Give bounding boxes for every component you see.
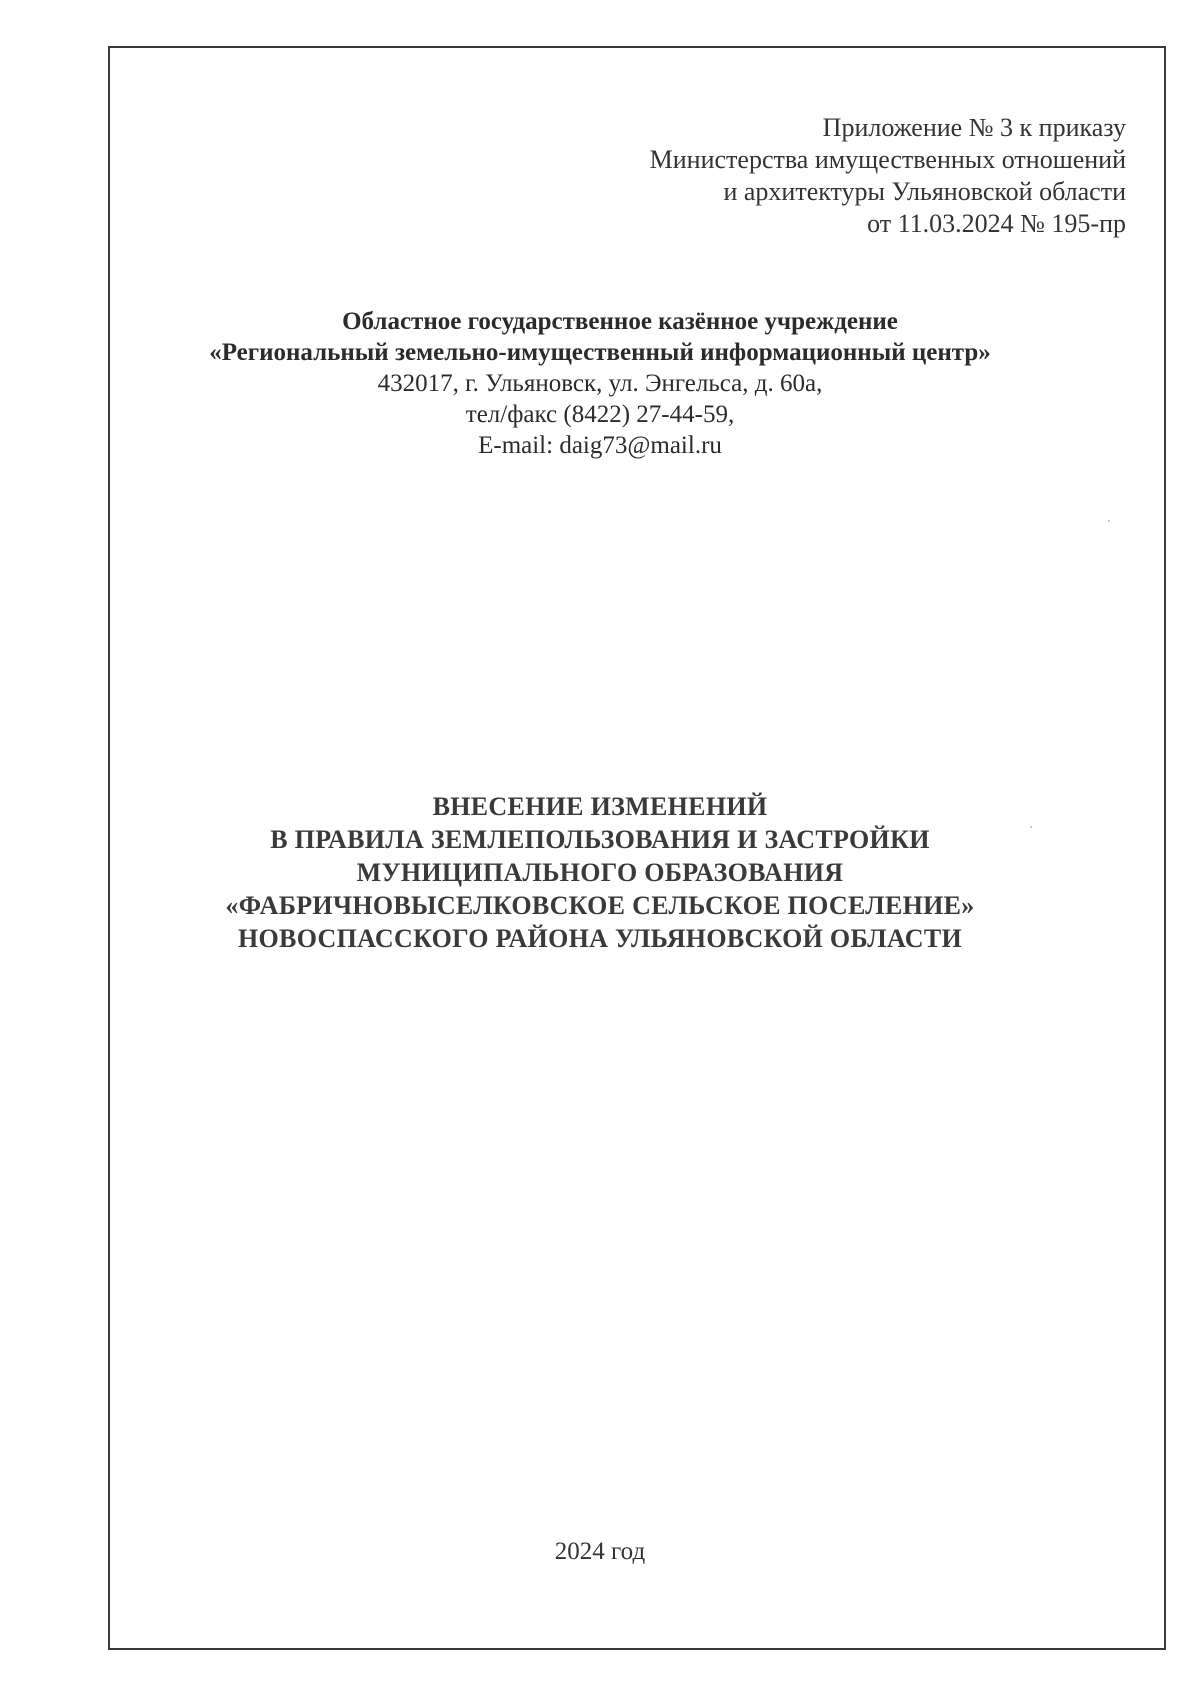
document-title-line: «ФАБРИЧНОВЫСЕЛКОВСКОЕ СЕЛЬСКОЕ ПОСЕЛЕНИЕ» — [225, 891, 975, 920]
organization-header — [0, 306, 1200, 461]
organization-name: «Региональный земельно-имущественный информационный центр» — [209, 339, 991, 366]
approval-note-date-line: от 11.03.2024 № 195-пр — [867, 209, 1126, 238]
document-title-line: МУНИЦИПАЛЬНОГО ОБРАЗОВАНИЯ — [356, 858, 844, 887]
document-title-line: НОВОСПАССКОГО РАЙОНА УЛЬЯНОВСКОЙ ОБЛАСТИ — [238, 924, 962, 953]
approval-note-line: и архитектуры Ульяновской области — [723, 177, 1126, 206]
approval-note — [650, 112, 1126, 240]
scan-speck — [1108, 520, 1110, 522]
document-title-line: В ПРАВИЛА ЗЕМЛЕПОЛЬЗОВАНИЯ И ЗАСТРОЙКИ — [270, 825, 930, 854]
organization-email: E-mail: daig73@mail.ru — [478, 432, 722, 459]
organization-address: 432017, г. Ульяновск, ул. Энгельса, д. 60а, — [377, 370, 823, 397]
organization-phone-fax: тел/факс (8422) 27-44-59, — [465, 401, 735, 428]
organization-type: Областное государственное казённое учреждение — [342, 308, 898, 335]
approval-note-line: Приложение № 3 к приказу — [822, 113, 1126, 142]
document-title — [0, 790, 1200, 955]
document-title-line: ВНЕСЕНИЕ ИЗМЕНЕНИЙ — [432, 792, 768, 821]
document-year: 2024 год — [554, 1538, 646, 1565]
approval-note-line: Министерства имущественных отношений — [649, 145, 1126, 174]
scan-speck — [1030, 826, 1032, 828]
